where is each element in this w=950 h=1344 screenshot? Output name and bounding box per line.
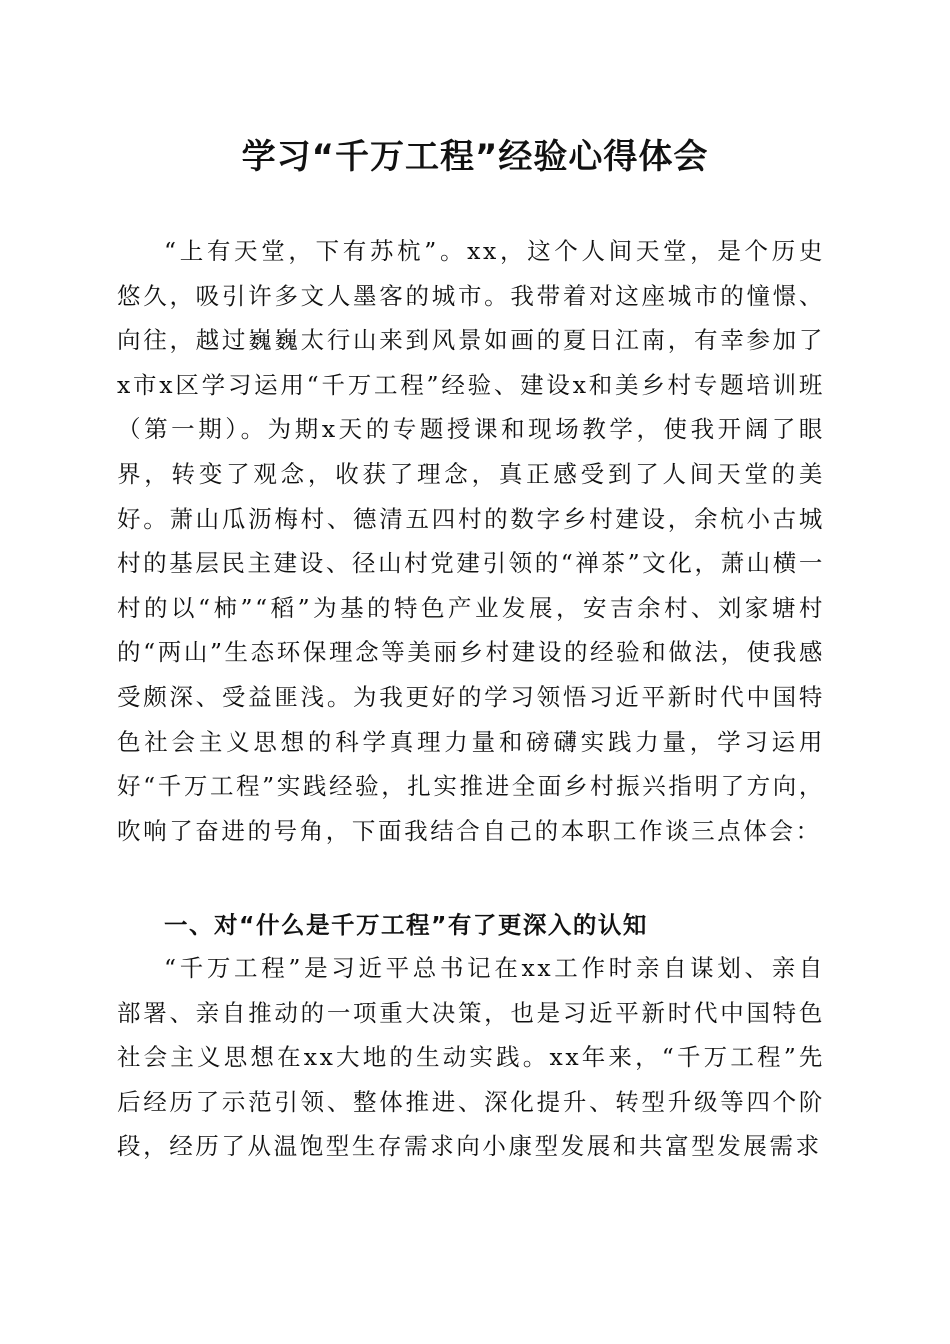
document-title: 学习“千万工程”经验心得体会 <box>241 137 709 177</box>
body-paragraph-section-1: “千万工程”是习近平总书记在xx工作时亲自谋划、亲自部署、亲自推动的一项重大决策，也是习近平新时代中国特色社会主义思想在xx大地的生动实践。xx年来，“千万工程”先后经历了示范引领、整体推进、深化提升、转型升级等四个阶段，经历了从温饱型生存需求向小康型发展和共富型发展需求 <box>117 954 825 1161</box>
body-paragraph-intro: “上有天堂，下有苏杭”。xx，这个人间天堂，是个历史悠久，吸引许多文人墨客的城市。我带着对这座城市的憧憬、向往，越过巍巍太行山来到风景如画的夏日江南，有幸参加了x市x区学习运用“千万工程”经验、建设x和美乡村专题培训班（第一期）。为期x天的专题授课和现场教学，使我开阔了眼界，转变了观念，收获了理念，真正感受到了人间天堂的美好。萧山瓜沥梅村、德清五四村的数字乡村建设，余杭小古城村的基层民主建设、径山村党建引领的“禅茶”文化，萧山横一村的以“柿”“稻”为基的特色产业发展，安吉余村、刘家塘村的“两山”生态环保理念等美丽乡村建设的经验和做法，使我感受颇深、受益匪浅。为我更好的学习领悟习近平新时代中国特色社会主义思想的科学真理力量和磅礴实践力量，学习运用好“千万工程”实践经验，扎实推进全面乡村振兴指明了方向，吹响了奋进的号角，下面我结合自己的本职工作谈三点体会： <box>117 237 825 845</box>
section-heading-1: 一、对“什么是千万工程”有了更深入的认知 <box>164 911 648 939</box>
